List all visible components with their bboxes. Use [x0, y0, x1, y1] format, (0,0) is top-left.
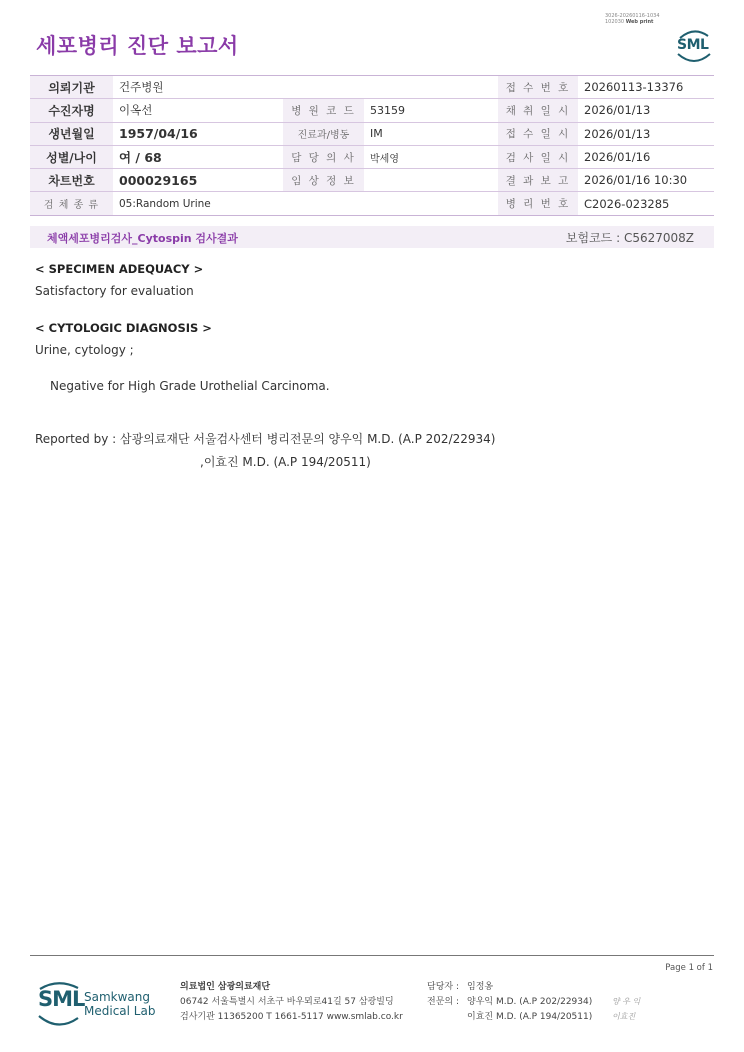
footer-staff-info [427, 980, 592, 1025]
patient-info-table [30, 75, 714, 216]
table-row [30, 145, 714, 168]
insurance-code: 보험코드 : C5627008Z [565, 231, 694, 245]
label-requesting-institution: 의뢰기관 [30, 76, 113, 99]
logo-name-line1: Samkwang [84, 990, 150, 1004]
label-result-report: 결 과 보 고 [498, 169, 578, 192]
value-doctor: 박세영 [364, 145, 498, 168]
label-test-date: 검 사 일 시 [498, 145, 578, 168]
page-number: Page 1 of 1 [665, 963, 713, 973]
table-row [30, 122, 714, 145]
sml-logo [674, 26, 714, 66]
document-code [605, 13, 660, 25]
logo-name-line2: Medical Lab [84, 1004, 156, 1018]
organization-name: 의료법인 삼광의료재단 [180, 982, 271, 992]
staff-name: 임정옹 [467, 982, 494, 992]
logo-text: SML [38, 987, 85, 1011]
diagnosis-result: Negative for High Grade Urothelial Carcinoma. [50, 379, 330, 393]
reported-by-line: Reported by : 삼광의료재단 서울검사센터 병리전문의 양우익 M.D. (A.P 202/22934) [35, 432, 496, 446]
label-doctor: 담 당 의 사 [283, 145, 364, 168]
staff-label: 담당자 : [427, 982, 459, 992]
document-code-number: 102030 [605, 19, 625, 25]
label-chart-number: 차트번호 [30, 169, 113, 192]
table-row [30, 169, 714, 192]
value-chart-number: 000029165 [113, 169, 283, 192]
empty-cell [283, 192, 498, 215]
value-specimen-type: 05:Random Urine [113, 192, 283, 215]
signature-1: 양 우 익 [612, 997, 641, 1006]
page-title: 세포병리 진단 보고서 [36, 34, 239, 58]
specimen-adequacy-header: < SPECIMEN ADEQUACY > [35, 262, 204, 276]
value-patient-name: 이옥선 [113, 99, 283, 122]
label-clinical-info: 임 상 정 보 [283, 169, 364, 192]
diagnosis-text: Urine, cytology ; [35, 343, 134, 357]
document-code-line: 3026-20260116-1034 [605, 13, 660, 19]
value-collection-date: 2026/01/13 [578, 99, 714, 122]
organization-contact: 검사기관 11365200 T 1661-5117 www.smlab.co.kr [180, 1012, 403, 1022]
value-clinical-info [364, 169, 498, 192]
label-department: 진료과/병동 [283, 122, 364, 145]
logo-text: SML [677, 37, 709, 53]
doctor-1: 양우익 M.D. (A.P 202/22934) [467, 997, 593, 1007]
reported-by-line-2: ,이효진 M.D. (A.P 194/20511) [200, 455, 371, 469]
table-row [30, 76, 714, 99]
web-print-label: Web print [625, 19, 654, 25]
value-hospital-code: 53159 [364, 99, 498, 122]
doctor-label: 전문의 : [427, 997, 459, 1007]
test-name: 체액세포병리검사_Cytospin 검사결과 [47, 232, 238, 245]
table-row [30, 99, 714, 122]
label-specimen-type: 검 체 종 류 [30, 192, 113, 215]
specimen-adequacy-text: Satisfactory for evaluation [35, 284, 194, 298]
value-birth-date: 1957/04/16 [113, 122, 283, 145]
label-patient-name: 수진자명 [30, 99, 113, 122]
test-result-band [30, 226, 714, 248]
value-test-date: 2026/01/16 [578, 145, 714, 168]
label-collection-date: 채 취 일 시 [498, 99, 578, 122]
value-receipt-number: 20260113-13376 [578, 76, 714, 99]
value-result-report: 2026/01/16 10:30 [578, 169, 714, 192]
label-receipt-number: 접 수 번 호 [498, 76, 578, 99]
signature-2: 이효진 [612, 1012, 636, 1021]
cytologic-diagnosis-header: < CYTOLOGIC DIAGNOSIS > [35, 321, 212, 335]
footer-divider [30, 955, 714, 956]
label-sex-age: 성별/나이 [30, 145, 113, 168]
value-requesting-institution: 건주병원 [113, 76, 283, 99]
table-row [30, 192, 714, 215]
value-receipt-date: 2026/01/13 [578, 122, 714, 145]
label-hospital-code: 병 원 코 드 [283, 99, 364, 122]
label-birth-date: 생년월일 [30, 122, 113, 145]
value-sex-age: 여 / 68 [113, 145, 283, 168]
value-department: IM [364, 122, 498, 145]
footer-organization-info [180, 980, 403, 1025]
value-pathology-number: C2026-023285 [578, 192, 714, 215]
doctor-2: 이효진 M.D. (A.P 194/20511) [467, 1012, 593, 1022]
organization-address: 06742 서울특별시 서초구 바우뫼로41길 57 삼광빌딩 [180, 997, 394, 1007]
samkwang-logo [36, 980, 166, 1028]
label-pathology-number: 병 리 번 호 [498, 192, 578, 215]
label-receipt-date: 접 수 일 시 [498, 122, 578, 145]
empty-cell [283, 76, 498, 99]
